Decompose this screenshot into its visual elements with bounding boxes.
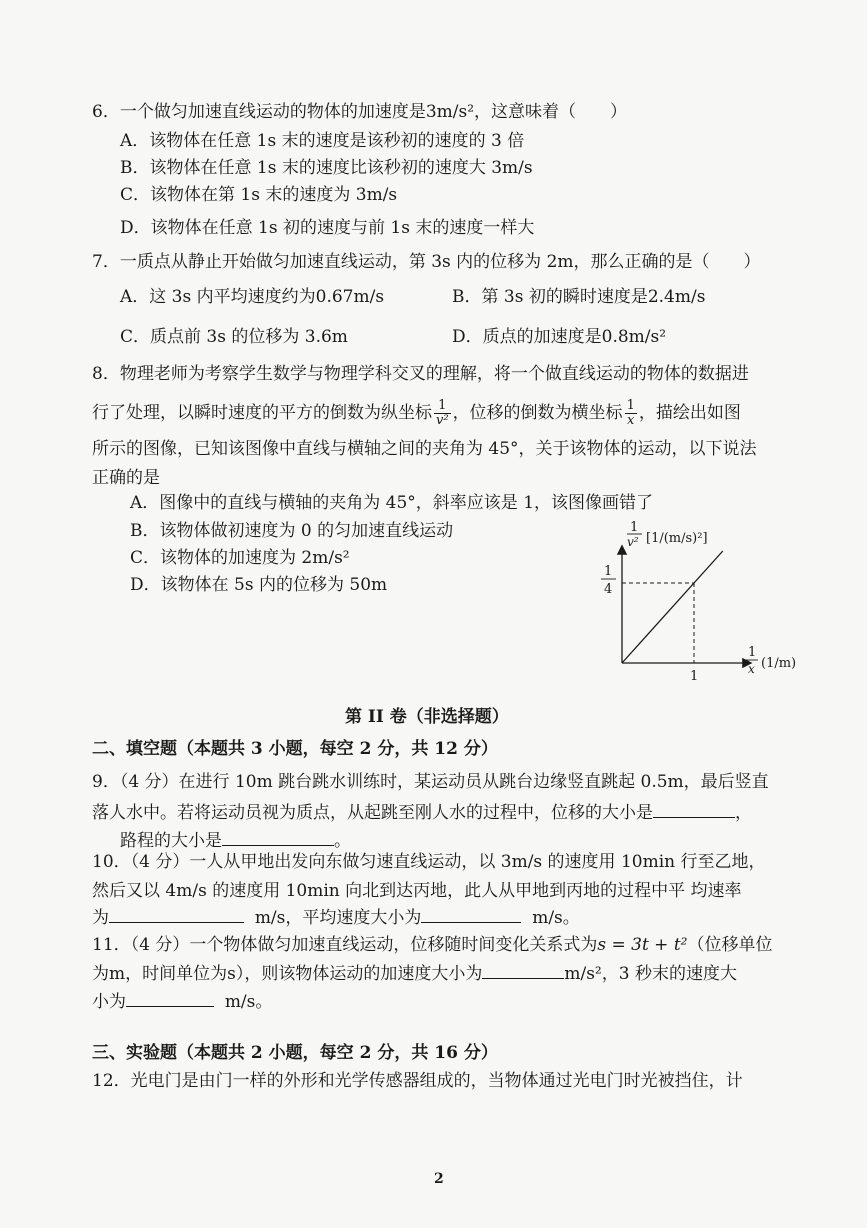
q11-line-3: 小为 m/s。 <box>92 992 273 1012</box>
fraction-inverse-x: $\frac{1}{x}$ <box>626 398 635 428</box>
q8-line-2b: ，位移的倒数为横坐标 <box>452 403 623 423</box>
q11-formula: s = 3t + t² <box>597 935 688 955</box>
page-number: 2 <box>434 1171 444 1187</box>
q8-graph <box>590 515 810 685</box>
q8-option-b: B．该物体做初速度为 0 的匀加速直线运动 <box>130 521 454 541</box>
q12-line-1: 12．光电门是由门一样的外形和光学传感器组成的，当物体通过光电门时光被挡住，计 <box>92 1071 743 1091</box>
q11-blank-2[interactable] <box>126 990 214 1007</box>
q11-blank-1[interactable] <box>482 962 564 979</box>
section-title: 第 II 卷（非选择题） <box>345 707 509 727</box>
q9-line-2: 落人水中。若将运动员视为质点，从起跳至刚人水的过程中，位移的大小是 ， <box>92 803 752 823</box>
q8-option-c: C．该物体的加速度为 2m/s² <box>130 548 350 568</box>
y-tick-den: 4 <box>604 582 613 597</box>
q10-line-1: 10．（4 分）一人从甲地出发向东做匀速直线运动，以 3m/s 的速度用 10min 行至乙地， <box>92 852 766 872</box>
fraction-inverse-v-squared: $\frac{1}{\text{v²}}$ <box>436 398 449 428</box>
y-axis-label-den: v² <box>627 535 639 549</box>
x-axis-label-den: x <box>748 662 755 676</box>
q8-line-2a: 行了处理，以瞬时速度的平方的倒数为纵坐标 <box>92 403 432 423</box>
x-tick-label: 1 <box>690 669 699 684</box>
q9-blank-2[interactable] <box>222 829 334 846</box>
q9-blank-1[interactable] <box>653 801 735 818</box>
q6-stem: 6．一个做匀加速直线运动的物体的加速度是3m/s²，这意味着（ ） <box>92 102 628 122</box>
q7-option-b: B．第 3s 初的瞬时速度是2.4m/s <box>452 287 706 307</box>
x-axis-unit: (1/m) <box>761 656 797 671</box>
q8-line-3: 所示的图像，已知该图像中直线与横轴之间的夹角为 45°，关于该物体的运动，以下说法 <box>92 439 757 459</box>
q6-option-d: D．该物体在任意 1s 初的速度与前 1s 末的速度一样大 <box>120 218 535 238</box>
y-axis-unit: [1/(m/s)²] <box>646 531 708 546</box>
q10-line-2: 然后又以 4m/s 的速度用 10min 向北到达丙地，此人从甲地到丙地的过程中平 均速率 <box>92 881 742 901</box>
q8-line-1: 8．物理老师为考察学生数学与物理学科交叉的理解，将一个做直线运动的物体的数据进 <box>92 364 749 384</box>
series-line <box>622 551 723 663</box>
q10-blank-1[interactable] <box>109 906 244 923</box>
q8-option-d: D．该物体在 5s 内的位移为 50m <box>130 575 388 595</box>
q6-option-a: A．该物体在任意 1s 末的速度是该秒初的速度的 3 倍 <box>120 131 525 151</box>
q8-line-2 <box>92 396 741 430</box>
part3-heading: 三、实验题（本题共 2 小题，每空 2 分，共 16 分） <box>92 1043 498 1063</box>
q10-blank-2[interactable] <box>421 906 521 923</box>
q11-line-1: 11．（4 分）一个物体做匀加速直线运动，位移随时间变化关系式为s = 3t + t²（位移单位 <box>92 935 773 955</box>
q7-option-a: A．这 3s 内平均速度约为0.67m/s <box>120 287 385 307</box>
q11-line-2: 为m，时间单位为s），则该物体运动的加速度大小为 m/s²，3 秒末的速度大 <box>92 964 737 984</box>
q8-line-4: 正确的是 <box>92 468 160 488</box>
q9-line-3: 路程的大小是 。 <box>120 831 351 851</box>
y-axis-label-num: 1 <box>630 520 639 535</box>
q7-option-d: D．质点的加速度是0.8m/s² <box>452 327 667 347</box>
q7-option-c: C．质点前 3s 的位移为 3.6m <box>120 327 348 347</box>
q8-line-2c: ，描绘出如图 <box>638 403 741 423</box>
x-axis-label-num: 1 <box>748 645 757 660</box>
q10-line-3: 为 m/s，平均速度大小为 m/s。 <box>92 908 580 928</box>
q7-stem: 7．一质点从静止开始做匀加速直线运动，第 3s 内的位移为 2m，那么正确的是（ ） <box>92 252 761 272</box>
q6-option-b: B．该物体在任意 1s 末的速度比该秒初的速度大 3m/s <box>120 158 533 178</box>
part2-heading: 二、填空题（本题共 3 小题，每空 2 分，共 12 分） <box>92 739 498 759</box>
q6-option-c: C．该物体在第 1s 末的速度为 3m/s <box>120 185 398 205</box>
q9-line-1: 9．（4 分）在进行 10m 跳台跳水训练时，某运动员从跳台边缘竖直跳起 0.5m，最后竖直 <box>92 772 769 792</box>
y-tick-num: 1 <box>604 564 613 579</box>
q8-option-a: A．图像中的直线与横轴的夹角为 45°，斜率应该是 1，该图像画错了 <box>130 493 654 513</box>
